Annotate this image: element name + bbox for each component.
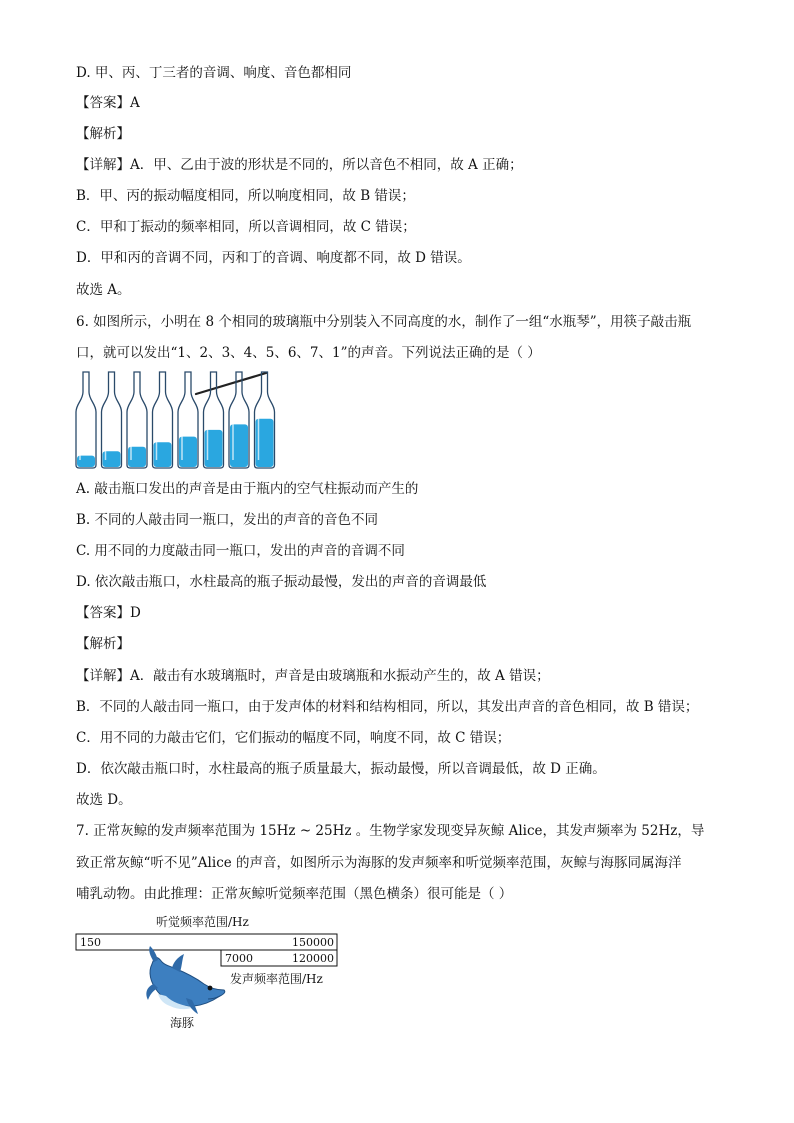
q5-detail-b: B．甲、丙的振动幅度相同，所以响度相同，故 B 错误； xyxy=(76,188,415,204)
q6-conclusion: 故选 D。 xyxy=(76,792,132,808)
bottle xyxy=(127,372,147,468)
q7-stem-line-1: 7. 正常灰鲸的发声频率范围为 15Hz ~ 25Hz 。生物学家发现变异灰鲸 Alice，其发声频率为 52Hz，导 xyxy=(76,823,705,839)
bottle xyxy=(229,372,249,468)
q7-stem-line-2: 致正常灰鲸“听不见”Alice 的声音，如图所示为海豚的发声频率和听觉频率范围，灰鲸与海豚同属海洋 xyxy=(76,855,682,871)
q6-analysis-heading: 【解析】 xyxy=(76,636,130,652)
q6-option-c: C. 用不同的力度敲击同一瓶口，发出的声音的音调不同 xyxy=(76,543,405,559)
voice-range-min: 7000 xyxy=(225,952,253,965)
voice-range-title: 发声频率范围/Hz xyxy=(230,972,323,986)
bottle xyxy=(102,372,122,468)
dolphin-icon xyxy=(146,946,224,1014)
q6-stem-line-1: 6. 如图所示，小明在 8 个相同的玻璃瓶中分别装入不同高度的水，制作了一组“水瓶琴”，用筷子敲击瓶 xyxy=(76,314,692,330)
q5-detail-d: D．甲和丙的音调不同，丙和丁的音调、响度都不同，故 D 错误。 xyxy=(76,250,471,266)
q5-answer: 【答案】A xyxy=(76,95,140,111)
q6-option-b: B. 不同的人敲击同一瓶口，发出的声音的音色不同 xyxy=(76,512,379,528)
q6-stem-line-2: 口，就可以发出“1、2、3、4、5、6、7、1”的声音。下列说法正确的是（ ） xyxy=(76,345,541,361)
q6-detail-c: C．用不同的力敲击它们，它们振动的幅度不同，响度不同，故 C 错误； xyxy=(76,730,511,746)
q5-option-d: D. 甲、丙、丁三者的音调、响度、音色都相同 xyxy=(76,65,352,81)
bottle xyxy=(178,372,198,468)
q5-detail-a: 【详解】A．甲、乙由于波的形状是不同的，所以音色不相同，故 A 正确； xyxy=(76,157,523,173)
q5-conclusion: 故选 A。 xyxy=(76,282,131,298)
q5-analysis-heading: 【解析】 xyxy=(76,126,130,142)
hearing-range-title: 听觉频率范围/Hz xyxy=(156,915,249,929)
dolphin-label: 海豚 xyxy=(170,1016,195,1030)
q6-detail-a: 【详解】A．敲击有水玻璃瓶时，声音是由玻璃瓶和水振动产生的，故 A 错误； xyxy=(76,668,550,684)
q6-detail-b: B．不同的人敲击同一瓶口，由于发声体的材料和结构相同，所以，其发出声音的音色相同，故 B 错误； xyxy=(76,699,699,715)
q6-option-a: A. 敲击瓶口发出的声音是由于瓶内的空气柱振动而产生的 xyxy=(76,481,419,497)
voice-range-max: 120000 xyxy=(292,952,334,965)
bottle xyxy=(76,372,96,468)
q6-detail-d: D．依次敲击瓶口时，水柱最高的瓶子质量最大，振动最慢，所以音调最低，故 D 正确。 xyxy=(76,761,606,777)
dolphin-frequency-figure xyxy=(70,910,350,1034)
hearing-range-max: 150000 xyxy=(292,936,334,949)
water-bottle-figure xyxy=(72,366,276,474)
q6-option-d: D. 依次敲击瓶口，水柱最高的瓶子振动最慢，发出的声音的音调最低 xyxy=(76,574,487,590)
q7-stem-line-3: 哺乳动物。由此推理：正常灰鲸听觉频率范围（黑色横条）很可能是（ ） xyxy=(76,886,513,902)
q6-answer: 【答案】D xyxy=(76,605,141,621)
bottle xyxy=(255,372,275,468)
bottle-glass xyxy=(76,372,96,468)
q5-detail-c: C．甲和丁振动的频率相同，所以音调相同，故 C 错误； xyxy=(76,219,416,235)
chopstick xyxy=(196,373,266,394)
hearing-range-min: 150 xyxy=(80,936,101,949)
bottle xyxy=(153,372,173,468)
